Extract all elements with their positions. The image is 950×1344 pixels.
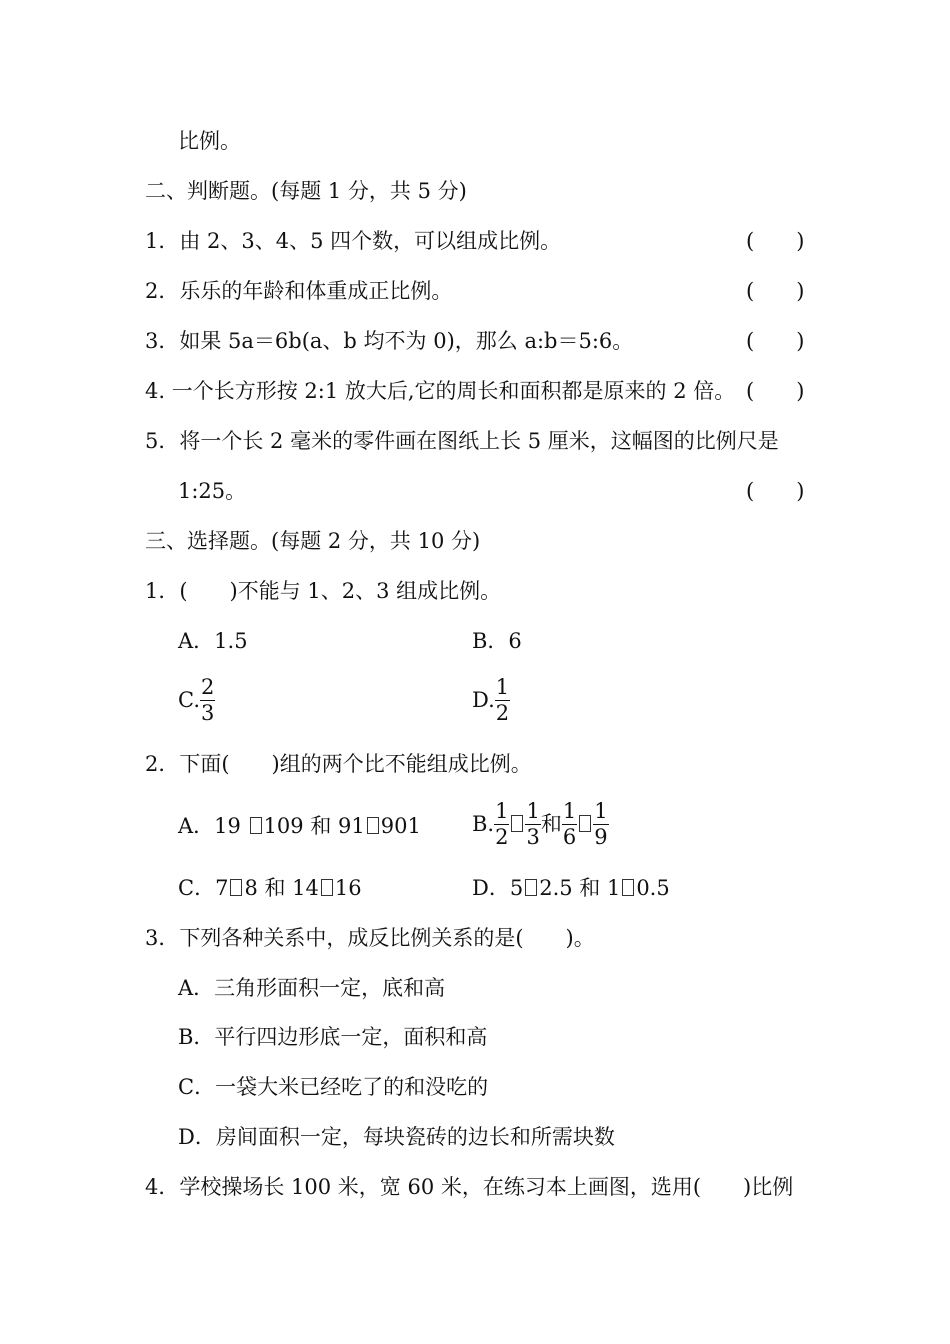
denominator: 2 <box>495 701 510 725</box>
s3-q1-option-d[interactable] <box>472 676 510 727</box>
text-segment: D．5 <box>472 876 524 900</box>
fraction <box>562 799 577 850</box>
s2-answer-paren-2[interactable]: ( ) <box>746 279 805 303</box>
s2-question-1: 1．由 2、3、4、5 四个数，可以组成比例。 <box>145 229 562 253</box>
s2-answer-paren-4[interactable]: ( ) <box>746 379 805 403</box>
s3-q3-option-b[interactable]: B．平行四边形底一定，面积和高 <box>178 1025 488 1049</box>
ratio-colon-glyph <box>511 815 523 832</box>
continuation-text: 比例。 <box>178 129 241 153</box>
s2-question-4: 4. 一个长方形按 2:1 放大后,它的周长和面积都是原来的 2 倍。 <box>145 379 736 403</box>
text-segment: 和 <box>540 812 562 836</box>
text-segment: 109 和 91 <box>263 814 365 838</box>
text-segment: 0.5 <box>636 876 670 900</box>
option-label: C. <box>178 688 200 712</box>
fraction <box>200 675 215 726</box>
denominator: 2 <box>495 825 509 849</box>
ratio-colon-glyph <box>230 879 242 896</box>
text-segment: B. <box>472 812 495 836</box>
numerator: 1 <box>526 799 540 823</box>
text-segment: 901 <box>380 814 421 838</box>
s3-q2-option-c[interactable] <box>178 874 362 902</box>
denominator: 9 <box>594 825 608 849</box>
s3-q2-option-b[interactable] <box>472 800 609 851</box>
ratio-colon-glyph <box>525 879 537 896</box>
denominator: 6 <box>562 825 577 849</box>
s3-q1-stem: 1．( )不能与 1、2、3 组成比例。 <box>145 579 502 603</box>
s3-q1-option-a[interactable]: A．1.5 <box>178 629 248 653</box>
text-segment: A．19 <box>178 814 248 838</box>
section3-heading: 三、选择题。(每题 2 分，共 10 分) <box>145 529 481 553</box>
ratio-colon-glyph <box>250 817 262 834</box>
s2-question-5-cont: 1:25。 <box>178 479 247 503</box>
ratio-colon-glyph <box>579 815 591 832</box>
s2-answer-paren-3[interactable]: ( ) <box>746 329 805 353</box>
fraction <box>494 799 509 850</box>
s3-q3-stem: 3．下列各种关系中，成反比例关系的是( )。 <box>145 926 595 950</box>
section2-heading: 二、判断题。(每题 1 分，共 5 分) <box>145 179 467 203</box>
denominator: 3 <box>526 825 540 849</box>
denominator: 3 <box>201 701 215 725</box>
fraction <box>525 799 540 850</box>
s3-q2-option-a[interactable] <box>178 812 421 840</box>
ratio-colon-glyph <box>367 817 379 834</box>
text-segment: 2.5 和 1 <box>539 876 621 900</box>
ratio-colon-glyph <box>622 879 634 896</box>
option-label: D. <box>472 688 495 712</box>
numerator: 1 <box>495 675 510 699</box>
numerator: 2 <box>201 675 215 699</box>
fraction <box>495 675 510 726</box>
text-segment: 16 <box>334 876 362 900</box>
s3-q3-option-d[interactable]: D．房间面积一定，每块瓷砖的边长和所需块数 <box>178 1125 615 1149</box>
fraction <box>593 799 608 850</box>
ratio-colon-glyph <box>321 879 333 896</box>
text-segment: 8 和 14 <box>244 876 319 900</box>
s2-answer-paren-1[interactable]: ( ) <box>746 229 805 253</box>
numerator: 1 <box>495 799 509 823</box>
s3-q2-stem: 2．下面( )组的两个比不能组成比例。 <box>145 752 532 776</box>
s2-question-5: 5．将一个长 2 毫米的零件画在图纸上长 5 厘米，这幅图的比例尺是 <box>145 429 779 453</box>
numerator: 1 <box>562 799 577 823</box>
s2-answer-paren-5[interactable]: ( ) <box>746 479 805 503</box>
s3-q1-option-c[interactable] <box>178 676 215 727</box>
s3-q4-stem: 4．学校操场长 100 米，宽 60 米，在练习本上画图，选用( )比例 <box>145 1175 794 1199</box>
s3-q3-option-a[interactable]: A．三角形面积一定，底和高 <box>178 976 446 1000</box>
s2-question-2: 2．乐乐的年龄和体重成正比例。 <box>145 279 453 303</box>
s3-q1-option-b[interactable]: B．6 <box>472 629 522 653</box>
s3-q3-option-c[interactable]: C．一袋大米已经吃了的和没吃的 <box>178 1075 489 1099</box>
s2-question-3: 3．如果 5a＝6b(a、b 均不为 0)，那么 a:b＝5:6。 <box>145 329 634 353</box>
s3-q2-option-d[interactable] <box>472 874 670 902</box>
text-segment: C．7 <box>178 876 229 900</box>
numerator: 1 <box>594 799 608 823</box>
